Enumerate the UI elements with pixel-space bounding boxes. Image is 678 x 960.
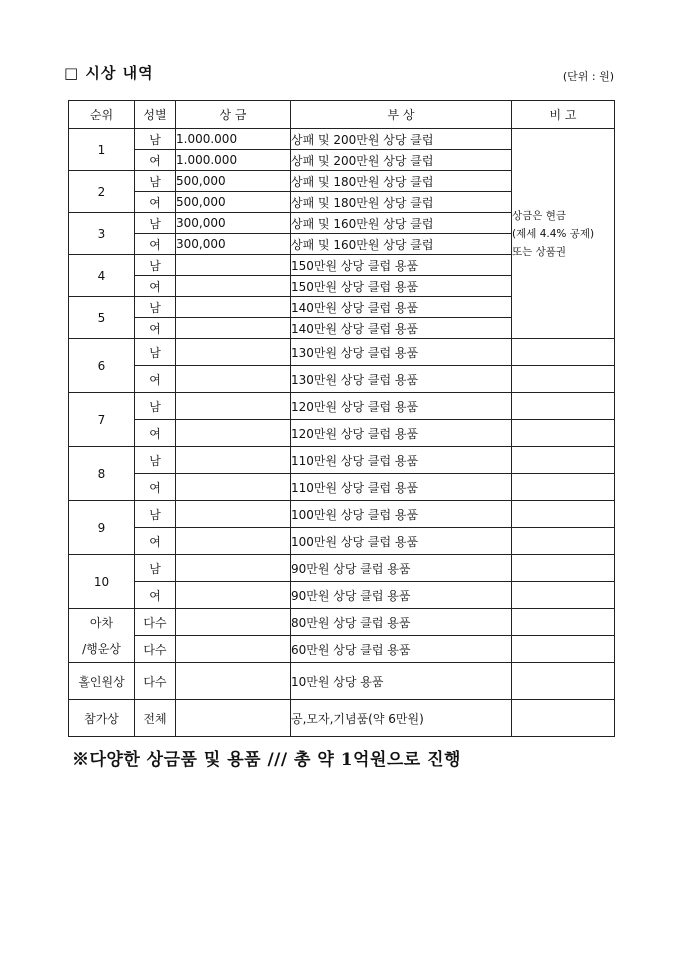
gender-cell: 남 — [135, 501, 176, 528]
rank-cell: 3 — [69, 213, 135, 255]
table-row — [69, 420, 615, 447]
gender-cell: 남 — [135, 255, 176, 276]
table-row — [69, 474, 615, 501]
rank-cell: 2 — [69, 171, 135, 213]
amount-cell — [176, 636, 291, 663]
note-cell — [512, 636, 615, 663]
amount-cell — [176, 582, 291, 609]
rank-cell: 참가상 — [69, 700, 135, 737]
gender-cell: 여 — [135, 276, 176, 297]
prize-cell: 60만원 상당 클럽 용품 — [291, 636, 512, 663]
amount-cell — [176, 318, 291, 339]
note-cell — [512, 501, 615, 528]
table-row — [69, 700, 615, 737]
amount-cell — [176, 474, 291, 501]
note-cell — [512, 420, 615, 447]
rank-cell: 8 — [69, 447, 135, 501]
gender-cell: 여 — [135, 234, 176, 255]
prize-cell: 상패 및 200만원 상당 클럽 — [291, 129, 512, 150]
prize-cell: 110만원 상당 클럽 용품 — [291, 474, 512, 501]
amount-cell: 300,000 — [176, 213, 291, 234]
gender-cell: 여 — [135, 318, 176, 339]
prize-cell: 상패 및 180만원 상당 클럽 — [291, 192, 512, 213]
gender-cell: 남 — [135, 393, 176, 420]
gender-cell: 다수 — [135, 663, 176, 700]
amount-cell: 300,000 — [176, 234, 291, 255]
prize-cell: 110만원 상당 클럽 용품 — [291, 447, 512, 474]
note-cell — [512, 555, 615, 582]
prize-cell: 100만원 상당 클럽 용품 — [291, 501, 512, 528]
table-row — [69, 366, 615, 393]
note-line: 또는 상품권 — [512, 245, 567, 258]
gender-cell: 다수 — [135, 609, 176, 636]
prize-cell: 130만원 상당 클럽 용품 — [291, 366, 512, 393]
prize-cell: 100만원 상당 클럽 용품 — [291, 528, 512, 555]
prize-cell: 140만원 상당 클럽 용품 — [291, 318, 512, 339]
table-row — [69, 339, 615, 366]
amount-cell — [176, 501, 291, 528]
table-row — [69, 582, 615, 609]
gender-cell: 남 — [135, 555, 176, 582]
gender-cell: 남 — [135, 171, 176, 192]
prize-cell: 90만원 상당 클럽 용품 — [291, 582, 512, 609]
table-row — [69, 528, 615, 555]
rank-line: /행운상 — [82, 641, 121, 656]
amount-cell — [176, 528, 291, 555]
gender-cell: 여 — [135, 150, 176, 171]
gender-cell: 여 — [135, 582, 176, 609]
rank-cell: 10 — [69, 555, 135, 609]
prize-cell: 80만원 상당 클럽 용품 — [291, 609, 512, 636]
prize-cell: 130만원 상당 클럽 용품 — [291, 339, 512, 366]
gender-cell: 전체 — [135, 700, 176, 737]
gender-cell: 여 — [135, 366, 176, 393]
rank-cell: 홀인원상 — [69, 663, 135, 700]
gender-cell: 남 — [135, 213, 176, 234]
note-cell — [512, 474, 615, 501]
amount-cell — [176, 447, 291, 474]
note-cell — [512, 339, 615, 366]
amount-cell — [176, 366, 291, 393]
unit-label: (단위 : 원) — [562, 70, 614, 83]
gender-cell: 다수 — [135, 636, 176, 663]
amount-cell: 1.000.000 — [176, 129, 291, 150]
gender-cell: 여 — [135, 528, 176, 555]
rank-cell: 1 — [69, 129, 135, 171]
prize-cell: 120만원 상당 클럽 용품 — [291, 420, 512, 447]
gender-cell: 남 — [135, 447, 176, 474]
note-cell — [512, 582, 615, 609]
prize-cell: 150만원 상당 클럽 용품 — [291, 255, 512, 276]
amount-cell — [176, 555, 291, 582]
prize-cell: 상패 및 180만원 상당 클럽 — [291, 171, 512, 192]
rank-cell: 9 — [69, 501, 135, 555]
col-header-note: 비 고 — [512, 101, 615, 129]
note-cell — [512, 528, 615, 555]
amount-cell — [176, 700, 291, 737]
amount-cell — [176, 393, 291, 420]
col-header-rank: 순위 — [69, 101, 135, 129]
prize-cell: 90만원 상당 클럽 용품 — [291, 555, 512, 582]
gender-cell: 여 — [135, 420, 176, 447]
col-header-amount: 상 금 — [176, 101, 291, 129]
amount-cell — [176, 255, 291, 276]
gender-cell: 남 — [135, 339, 176, 366]
rank-cell: 7 — [69, 393, 135, 447]
table-row — [69, 129, 615, 150]
prize-cell: 공,모자,기념품(약 6만원) — [291, 700, 512, 737]
awards-table — [68, 100, 615, 737]
col-header-gender: 성별 — [135, 101, 176, 129]
amount-cell — [176, 609, 291, 636]
gender-cell: 여 — [135, 474, 176, 501]
amount-cell: 1.000.000 — [176, 150, 291, 171]
rank-cell: 4 — [69, 255, 135, 297]
prize-cell: 140만원 상당 클럽 용품 — [291, 297, 512, 318]
gender-cell: 남 — [135, 129, 176, 150]
prize-cell: 상패 및 200만원 상당 클럽 — [291, 150, 512, 171]
note-cell — [512, 393, 615, 420]
rank-cell — [69, 609, 135, 663]
table-row — [69, 447, 615, 474]
prize-cell: 10만원 상당 용품 — [291, 663, 512, 700]
prize-cell: 상패 및 160만원 상당 클럽 — [291, 234, 512, 255]
table-header-row — [69, 101, 615, 129]
note-line: 상금은 현금 — [512, 209, 567, 222]
rank-line: 아차 — [89, 615, 114, 630]
section-title: □ 시상 내역 — [64, 64, 154, 82]
table-row — [69, 636, 615, 663]
rank-cell: 5 — [69, 297, 135, 339]
note-cell — [512, 447, 615, 474]
gender-cell: 남 — [135, 297, 176, 318]
amount-cell — [176, 339, 291, 366]
amount-cell: 500,000 — [176, 171, 291, 192]
note-cell — [512, 663, 615, 700]
prize-cell: 상패 및 160만원 상당 클럽 — [291, 213, 512, 234]
table-row — [69, 501, 615, 528]
amount-cell — [176, 297, 291, 318]
section-header — [64, 62, 616, 86]
prize-cell: 120만원 상당 클럽 용품 — [291, 393, 512, 420]
rank-cell: 6 — [69, 339, 135, 393]
table-row — [69, 555, 615, 582]
footer-note: ※다양한 상금품 및 용품 /// 총 약 1억원으로 진행 — [72, 750, 461, 770]
col-header-prize: 부 상 — [291, 101, 512, 129]
note-cell — [512, 366, 615, 393]
note-cell — [512, 609, 615, 636]
note-cell — [512, 700, 615, 737]
table-row — [69, 393, 615, 420]
prize-cell: 150만원 상당 클럽 용품 — [291, 276, 512, 297]
note-line: (제세 4.4% 공제) — [512, 227, 595, 240]
amount-cell — [176, 420, 291, 447]
table-row — [69, 609, 615, 636]
amount-cell — [176, 663, 291, 700]
gender-cell: 여 — [135, 192, 176, 213]
table-row — [69, 663, 615, 700]
amount-cell: 500,000 — [176, 192, 291, 213]
amount-cell — [176, 276, 291, 297]
note-cell — [512, 129, 615, 339]
